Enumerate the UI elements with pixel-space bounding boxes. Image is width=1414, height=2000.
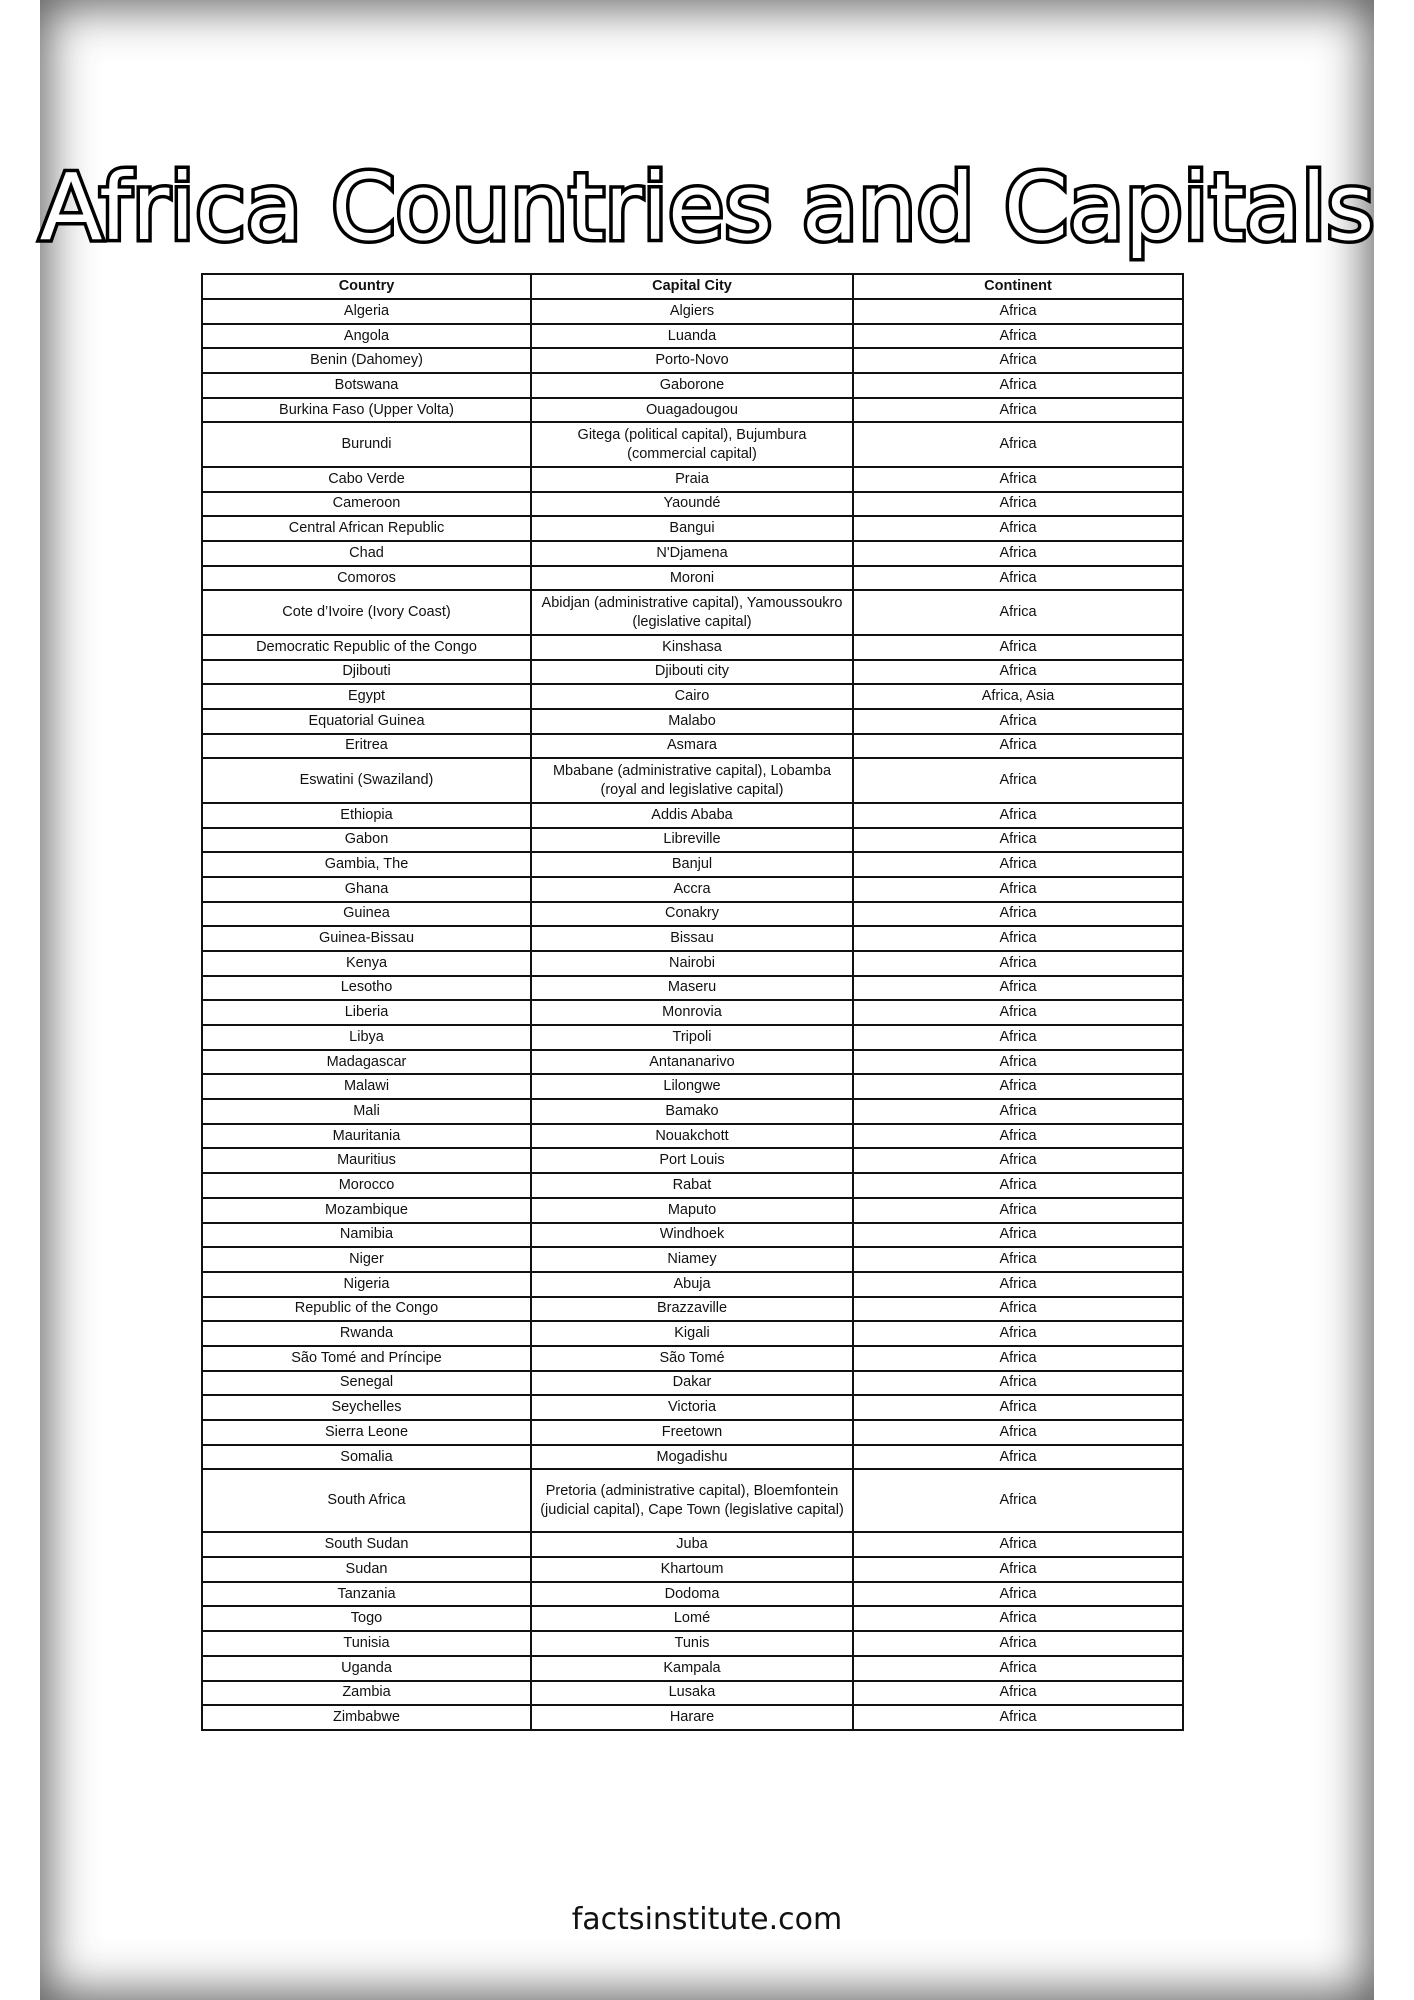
table-row	[202, 1606, 1183, 1631]
capital-cell: Juba	[531, 1532, 853, 1557]
continent-cell: Africa	[853, 1606, 1183, 1631]
page-title: Africa Countries and Capitals	[39, 153, 1375, 261]
country-cell: Ethiopia	[202, 803, 531, 828]
capital-cell: Pretoria (administrative capital), Bloemfontein (judicial capital), Cape Town (legislative capital)	[531, 1469, 853, 1532]
country-cell: Eswatini (Swaziland)	[202, 758, 531, 803]
capital-cell: Tunis	[531, 1631, 853, 1656]
table-row	[202, 1272, 1183, 1297]
country-cell: Burundi	[202, 422, 531, 467]
table-row	[202, 1223, 1183, 1248]
table-row	[202, 803, 1183, 828]
table-row	[202, 1247, 1183, 1272]
country-cell: Democratic Republic of the Congo	[202, 635, 531, 660]
capital-cell: Mogadishu	[531, 1445, 853, 1470]
country-cell: Uganda	[202, 1656, 531, 1681]
country-cell: Rwanda	[202, 1321, 531, 1346]
continent-cell: Africa	[853, 852, 1183, 877]
country-cell: Benin (Dahomey)	[202, 348, 531, 373]
table-row	[202, 1025, 1183, 1050]
capital-cell: Abuja	[531, 1272, 853, 1297]
capital-cell: Cairo	[531, 684, 853, 709]
capital-cell: Luanda	[531, 324, 853, 349]
table-row	[202, 852, 1183, 877]
table-row	[202, 951, 1183, 976]
country-cell: Togo	[202, 1606, 531, 1631]
country-cell: Sudan	[202, 1557, 531, 1582]
capital-cell: Conakry	[531, 902, 853, 927]
continent-cell: Africa	[853, 1705, 1183, 1730]
table-row	[202, 467, 1183, 492]
capital-cell: Yaoundé	[531, 492, 853, 517]
table-row	[202, 1582, 1183, 1607]
footer-website: factsinstitute.com	[571, 1902, 843, 1937]
header-capital-city: Capital City	[531, 274, 853, 299]
table-row	[202, 1557, 1183, 1582]
capital-cell: Kinshasa	[531, 635, 853, 660]
continent-cell: Africa	[853, 1557, 1183, 1582]
capital-cell: Djibouti city	[531, 660, 853, 685]
countries-capitals-table	[201, 273, 1184, 1731]
country-cell: Tanzania	[202, 1582, 531, 1607]
table-row	[202, 1532, 1183, 1557]
table-row	[202, 1074, 1183, 1099]
country-cell: South Africa	[202, 1469, 531, 1532]
country-cell: Guinea	[202, 902, 531, 927]
table-row	[202, 1148, 1183, 1173]
table-row	[202, 1371, 1183, 1396]
table-row	[202, 492, 1183, 517]
continent-cell: Africa	[853, 1124, 1183, 1149]
country-cell: Equatorial Guinea	[202, 709, 531, 734]
country-cell: Zambia	[202, 1681, 531, 1706]
table-row	[202, 635, 1183, 660]
table-row	[202, 660, 1183, 685]
table-row	[202, 1000, 1183, 1025]
table-row	[202, 758, 1183, 803]
country-cell: Liberia	[202, 1000, 531, 1025]
country-cell: Namibia	[202, 1223, 531, 1248]
table-row	[202, 1321, 1183, 1346]
country-cell: Cabo Verde	[202, 467, 531, 492]
capital-cell: Dakar	[531, 1371, 853, 1396]
table-row	[202, 926, 1183, 951]
country-cell: Tunisia	[202, 1631, 531, 1656]
continent-cell: Africa	[853, 492, 1183, 517]
table-row	[202, 299, 1183, 324]
table-row	[202, 1050, 1183, 1075]
table-row	[202, 1173, 1183, 1198]
table-row	[202, 1346, 1183, 1371]
table-row	[202, 422, 1183, 467]
capital-cell: Lilongwe	[531, 1074, 853, 1099]
continent-cell: Africa	[853, 758, 1183, 803]
capital-cell: Rabat	[531, 1173, 853, 1198]
continent-cell: Africa	[853, 1420, 1183, 1445]
country-cell: Cameroon	[202, 492, 531, 517]
continent-cell: Africa	[853, 660, 1183, 685]
continent-cell: Africa	[853, 926, 1183, 951]
country-cell: Libya	[202, 1025, 531, 1050]
capital-cell: Bissau	[531, 926, 853, 951]
continent-cell: Africa	[853, 1582, 1183, 1607]
table-row	[202, 541, 1183, 566]
table-row	[202, 1705, 1183, 1730]
capital-cell: Libreville	[531, 828, 853, 853]
capital-cell: Nairobi	[531, 951, 853, 976]
continent-cell: Africa	[853, 1371, 1183, 1396]
table-row	[202, 1656, 1183, 1681]
capital-cell: Lomé	[531, 1606, 853, 1631]
capital-cell: Monrovia	[531, 1000, 853, 1025]
continent-cell: Africa	[853, 902, 1183, 927]
country-cell: Kenya	[202, 951, 531, 976]
country-cell: Sierra Leone	[202, 1420, 531, 1445]
table-row	[202, 1420, 1183, 1445]
country-cell: Somalia	[202, 1445, 531, 1470]
capital-cell: Niamey	[531, 1247, 853, 1272]
country-cell: Egypt	[202, 684, 531, 709]
continent-cell: Africa	[853, 734, 1183, 759]
capital-cell: Dodoma	[531, 1582, 853, 1607]
capital-cell: Bamako	[531, 1099, 853, 1124]
continent-cell: Africa	[853, 590, 1183, 635]
capital-cell: Algiers	[531, 299, 853, 324]
capital-cell: Porto-Novo	[531, 348, 853, 373]
continent-cell: Africa	[853, 373, 1183, 398]
capital-cell: Ouagadougou	[531, 398, 853, 423]
table-row	[202, 1124, 1183, 1149]
table-row	[202, 324, 1183, 349]
continent-cell: Africa	[853, 1395, 1183, 1420]
continent-cell: Africa	[853, 635, 1183, 660]
continent-cell: Africa	[853, 1198, 1183, 1223]
continent-cell: Africa	[853, 1445, 1183, 1470]
continent-cell: Africa	[853, 1321, 1183, 1346]
table-row	[202, 828, 1183, 853]
continent-cell: Africa	[853, 516, 1183, 541]
continent-cell: Africa	[853, 1297, 1183, 1322]
capital-cell: Port Louis	[531, 1148, 853, 1173]
capital-cell: N'Djamena	[531, 541, 853, 566]
continent-cell: Africa	[853, 1148, 1183, 1173]
capital-cell: Lusaka	[531, 1681, 853, 1706]
continent-cell: Africa	[853, 828, 1183, 853]
country-cell: Nigeria	[202, 1272, 531, 1297]
capital-cell: Praia	[531, 467, 853, 492]
country-cell: Guinea-Bissau	[202, 926, 531, 951]
country-cell: Eritrea	[202, 734, 531, 759]
capital-cell: Gitega (political capital), Bujumbura (commercial capital)	[531, 422, 853, 467]
country-cell: Cote d’Ivoire (Ivory Coast)	[202, 590, 531, 635]
continent-cell: Africa	[853, 1631, 1183, 1656]
table-row	[202, 398, 1183, 423]
capital-cell: Khartoum	[531, 1557, 853, 1582]
country-cell: Seychelles	[202, 1395, 531, 1420]
continent-cell: Africa	[853, 1000, 1183, 1025]
table-row	[202, 1395, 1183, 1420]
table-row	[202, 684, 1183, 709]
table-row	[202, 976, 1183, 1001]
table-header-row	[202, 274, 1183, 299]
capital-cell: Victoria	[531, 1395, 853, 1420]
continent-cell: Africa	[853, 398, 1183, 423]
capital-cell: Asmara	[531, 734, 853, 759]
country-cell: Zimbabwe	[202, 1705, 531, 1730]
capital-cell: Windhoek	[531, 1223, 853, 1248]
capital-cell: Moroni	[531, 566, 853, 591]
table-row	[202, 1198, 1183, 1223]
country-cell: Niger	[202, 1247, 531, 1272]
continent-cell: Africa	[853, 467, 1183, 492]
capital-cell: Accra	[531, 877, 853, 902]
continent-cell: Africa	[853, 976, 1183, 1001]
country-cell: South Sudan	[202, 1532, 531, 1557]
header-country: Country	[202, 274, 531, 299]
table-row	[202, 1297, 1183, 1322]
capital-cell: Mbabane (administrative capital), Lobamba (royal and legislative capital)	[531, 758, 853, 803]
country-cell: Gabon	[202, 828, 531, 853]
continent-cell: Africa	[853, 1050, 1183, 1075]
country-cell: Lesotho	[202, 976, 531, 1001]
table-row	[202, 348, 1183, 373]
table-body	[202, 299, 1183, 1730]
country-cell: Ghana	[202, 877, 531, 902]
country-cell: Mali	[202, 1099, 531, 1124]
country-cell: Republic of the Congo	[202, 1297, 531, 1322]
capital-cell: Maseru	[531, 976, 853, 1001]
continent-cell: Africa	[853, 877, 1183, 902]
continent-cell: Africa	[853, 1469, 1183, 1532]
continent-cell: Africa	[853, 1173, 1183, 1198]
country-cell: Gambia, The	[202, 852, 531, 877]
continent-cell: Africa	[853, 1346, 1183, 1371]
country-cell: Central African Republic	[202, 516, 531, 541]
country-cell: Senegal	[202, 1371, 531, 1396]
country-cell: Chad	[202, 541, 531, 566]
country-cell: Angola	[202, 324, 531, 349]
table-row	[202, 1469, 1183, 1532]
capital-cell: Kigali	[531, 1321, 853, 1346]
continent-cell: Africa	[853, 348, 1183, 373]
country-cell: Mozambique	[202, 1198, 531, 1223]
continent-cell: Africa	[853, 1025, 1183, 1050]
table-row	[202, 1681, 1183, 1706]
table-row	[202, 373, 1183, 398]
continent-cell: Africa	[853, 951, 1183, 976]
country-cell: Mauritius	[202, 1148, 531, 1173]
continent-cell: Africa	[853, 1074, 1183, 1099]
country-cell: São Tomé and Príncipe	[202, 1346, 531, 1371]
continent-cell: Africa	[853, 422, 1183, 467]
capital-cell: Bangui	[531, 516, 853, 541]
table-row	[202, 734, 1183, 759]
country-cell: Djibouti	[202, 660, 531, 685]
continent-cell: Africa	[853, 324, 1183, 349]
capital-cell: Antananarivo	[531, 1050, 853, 1075]
country-cell: Comoros	[202, 566, 531, 591]
continent-cell: Africa	[853, 1532, 1183, 1557]
header-continent: Continent	[853, 274, 1183, 299]
table-row	[202, 1631, 1183, 1656]
continent-cell: Africa	[853, 1681, 1183, 1706]
continent-cell: Africa	[853, 1656, 1183, 1681]
capital-cell: Maputo	[531, 1198, 853, 1223]
continent-cell: Africa	[853, 566, 1183, 591]
capital-cell: Freetown	[531, 1420, 853, 1445]
capital-cell: Tripoli	[531, 1025, 853, 1050]
continent-cell: Africa	[853, 1223, 1183, 1248]
capital-cell: Malabo	[531, 709, 853, 734]
continent-cell: Africa	[853, 803, 1183, 828]
capital-cell: Banjul	[531, 852, 853, 877]
table-row	[202, 590, 1183, 635]
country-cell: Algeria	[202, 299, 531, 324]
capital-cell: Abidjan (administrative capital), Yamoussoukro (legislative capital)	[531, 590, 853, 635]
continent-cell: Africa	[853, 299, 1183, 324]
continent-cell: Africa	[853, 541, 1183, 566]
table-row	[202, 877, 1183, 902]
capital-cell: São Tomé	[531, 1346, 853, 1371]
continent-cell: Africa	[853, 709, 1183, 734]
country-cell: Burkina Faso (Upper Volta)	[202, 398, 531, 423]
capital-cell: Kampala	[531, 1656, 853, 1681]
table-row	[202, 516, 1183, 541]
country-cell: Mauritania	[202, 1124, 531, 1149]
table-row	[202, 709, 1183, 734]
continent-cell: Africa	[853, 1272, 1183, 1297]
table-row	[202, 902, 1183, 927]
continent-cell: Africa	[853, 1099, 1183, 1124]
country-cell: Botswana	[202, 373, 531, 398]
capital-cell: Gaborone	[531, 373, 853, 398]
continent-cell: Africa, Asia	[853, 684, 1183, 709]
table-row	[202, 566, 1183, 591]
country-cell: Madagascar	[202, 1050, 531, 1075]
country-cell: Morocco	[202, 1173, 531, 1198]
capital-cell: Nouakchott	[531, 1124, 853, 1149]
capital-cell: Harare	[531, 1705, 853, 1730]
table-row	[202, 1099, 1183, 1124]
capital-cell: Brazzaville	[531, 1297, 853, 1322]
table-row	[202, 1445, 1183, 1470]
continent-cell: Africa	[853, 1247, 1183, 1272]
capital-cell: Addis Ababa	[531, 803, 853, 828]
country-cell: Malawi	[202, 1074, 531, 1099]
